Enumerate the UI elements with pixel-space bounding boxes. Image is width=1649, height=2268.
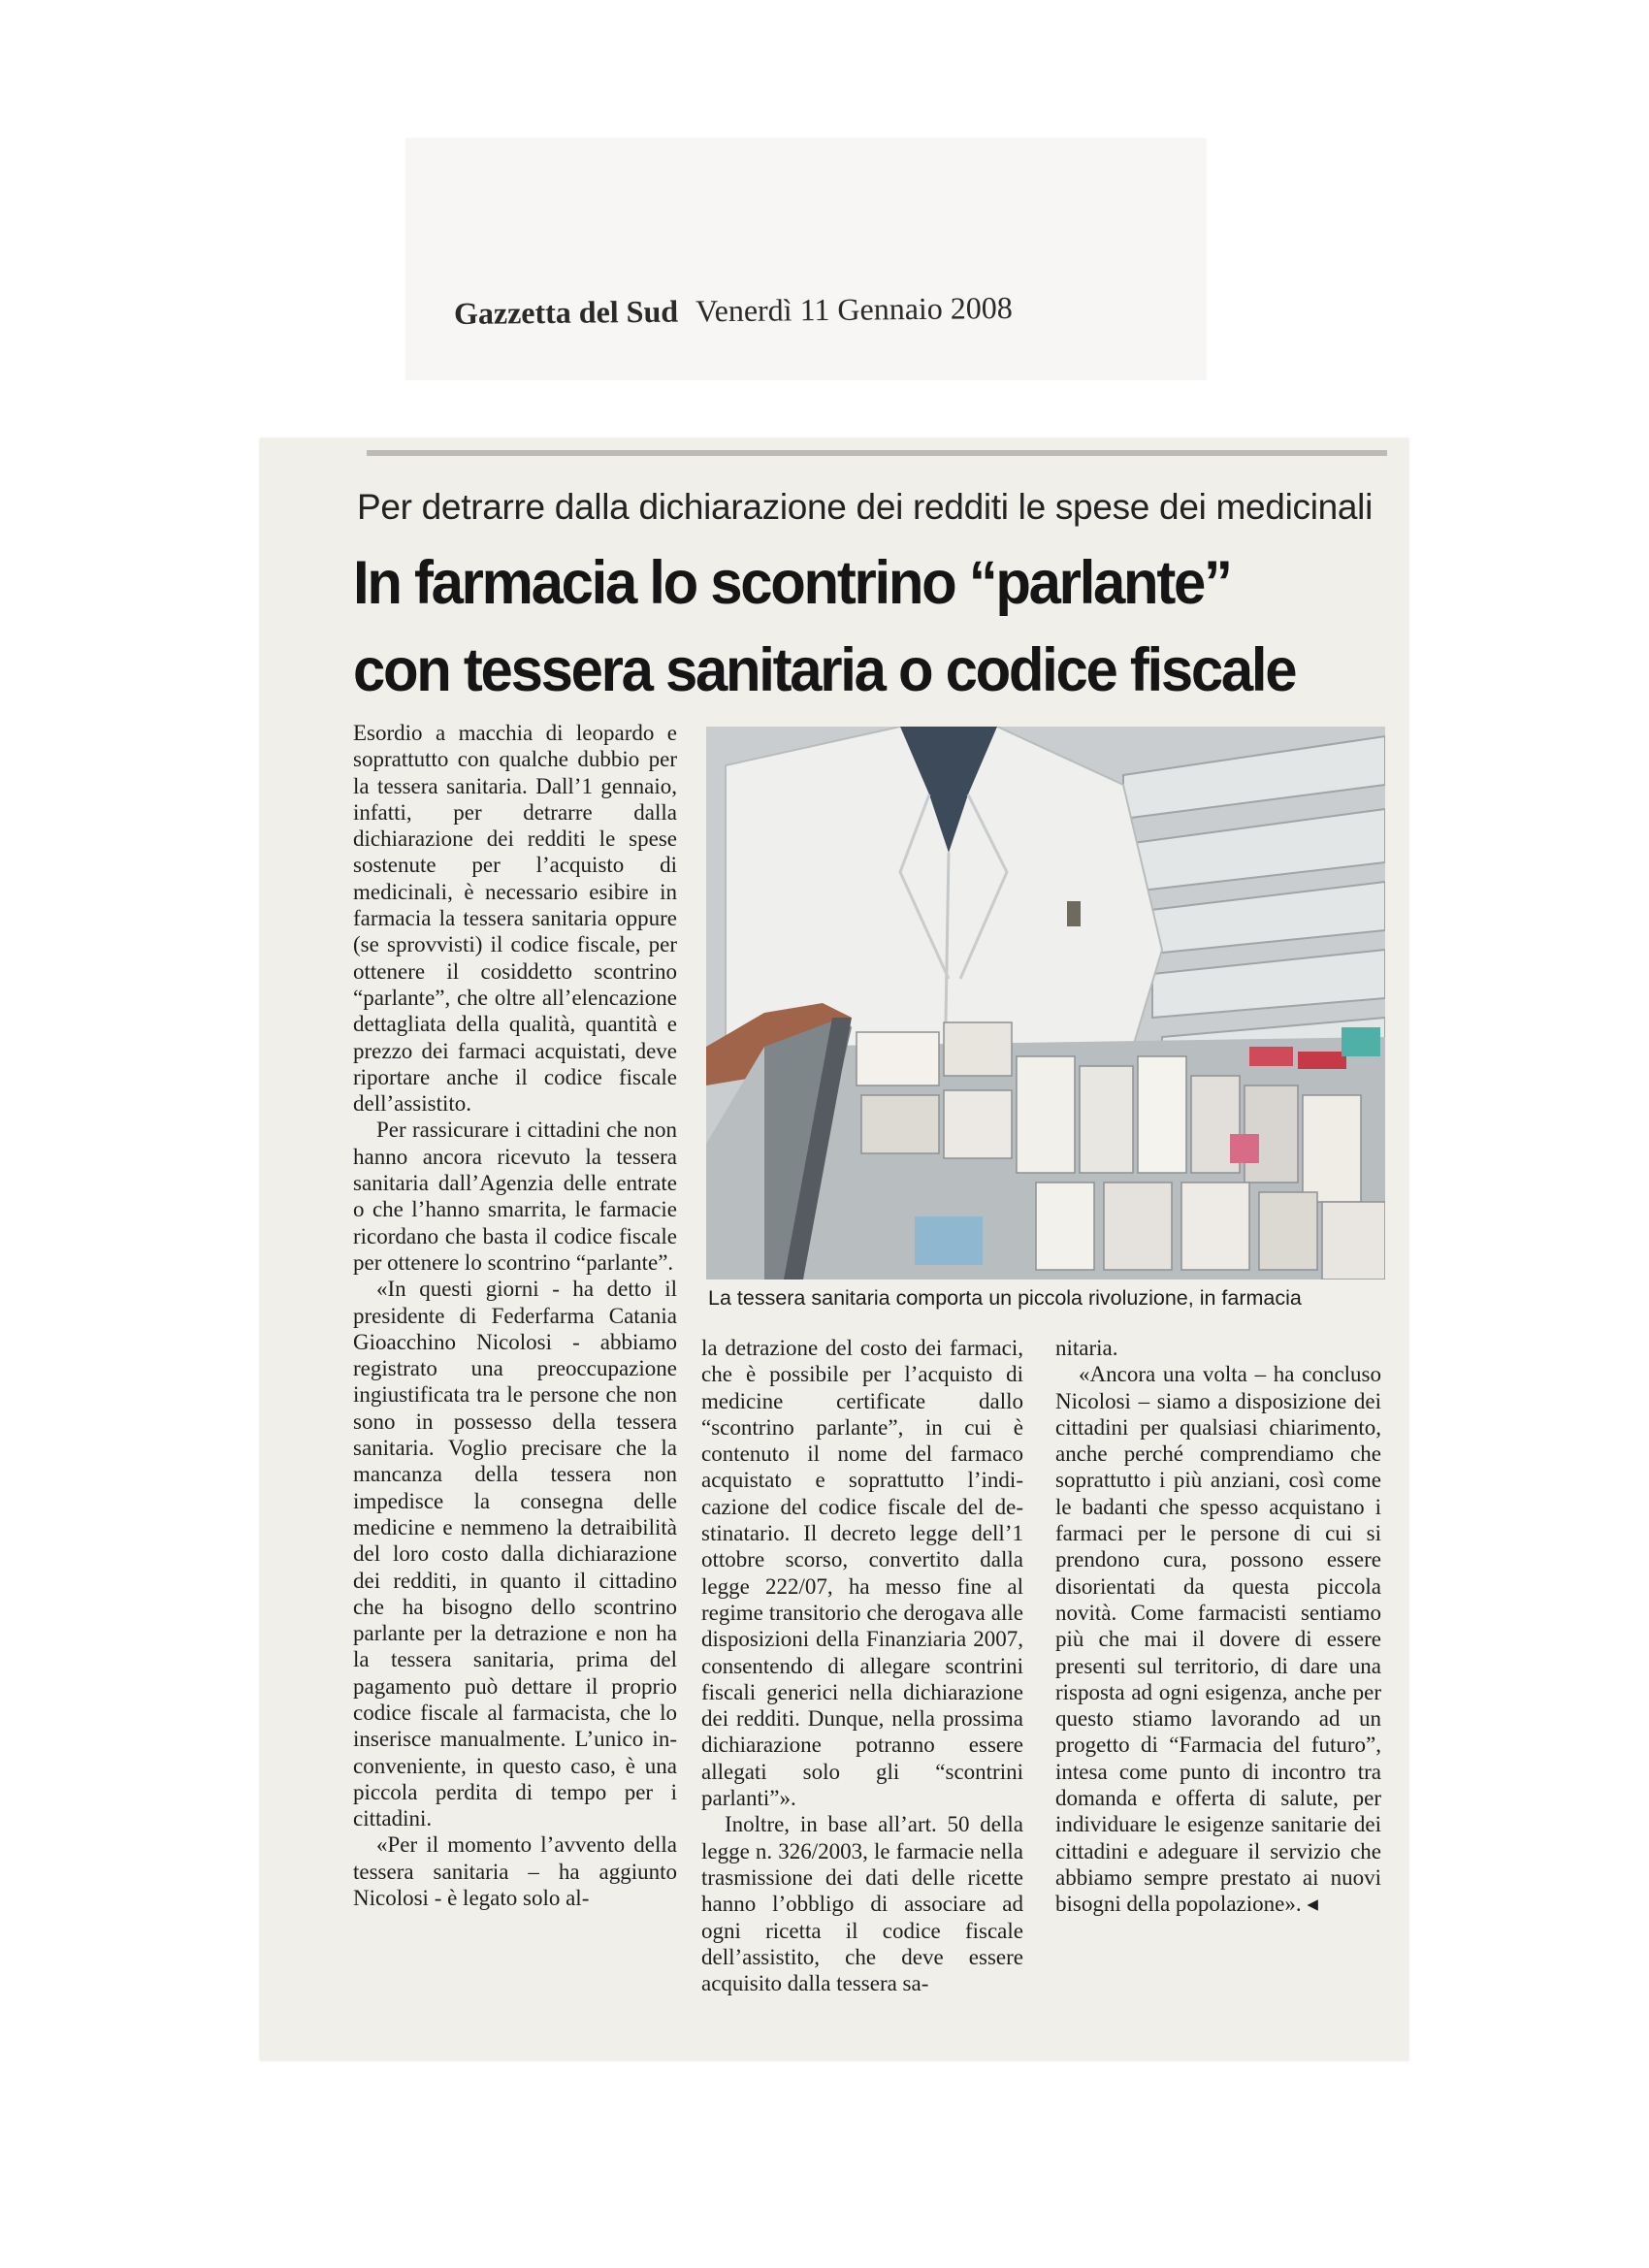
top-rule xyxy=(367,450,1387,456)
article-kicker: Per detrarre dalla dichiarazione dei redditi le spese dei medicinali xyxy=(357,487,1374,527)
article-column-1 xyxy=(353,720,677,1911)
pharmacy-photo xyxy=(706,727,1385,1280)
paragraph: Inoltre, in base all’art. 50 della legge n. 326/2003, le farmacie nella trasmissione dei dati delle ricette hanno l’obbligo di associare ad ogni ricetta il codice fiscale dell’assistito, che deve essere acquisito dalla tessera sa- xyxy=(701,1812,1023,1996)
paragraph: Esordio a macchia di leopardo e soprattutto con qualche dubbio per la tessera sanitaria. Dall’1 gennaio, infatti, per detrarre dalla dichiarazione dei redditi le spese sostenute per l’acquisto di medicinali, è necessario esibire in farmacia la tessera sanitaria oppure (se sprovvisti) il codice fiscale, per ottenere il cosiddetto scontrino “parlante”, che oltre all’elencazione dettagliata della qualità, quantità e prezzo dei farmaci acquistati, deve riportare anche il codice fiscale dell’assistito. xyxy=(353,721,677,1117)
headline-line-1: In farmacia lo scontrino “parlante” xyxy=(353,549,1231,617)
headline-line-2: con tessera sanitaria o codice fiscale xyxy=(353,636,1296,704)
paragraph-text: «Ancora una volta – ha concluso Nicolosi – siamo a disposizione dei cittadini per qualsiasi chiarimento, anche perché comprendiamo che soprattutto i più anziani, così come le badanti che spesso acquistano i farmaci per le persone di cui si prendono cura, possono essere disorientati da questa piccola novità. Come farmacisti sentiamo più che mai il dovere di essere presenti sul territorio, di dare una risposta ad ogni esigenza, anche per questo stiamo lavorando ad un progetto di “Farmacia del futuro”, intesa come punto di incontro tra domanda e offerta di salute, per individuare le esigenze sanitarie dei cittadini e adeguare il servizio che abbiamo sempre prestato ai nuovi bisogni della popolazione». xyxy=(1055,1362,1381,1917)
photo-caption: La tessera sanitaria comporta un piccola rivoluzione, in farmacia xyxy=(708,1286,1302,1310)
article-clipping xyxy=(260,438,1408,2060)
article-column-3 xyxy=(1055,1335,1381,1918)
masthead-clipping xyxy=(405,138,1207,380)
paragraph xyxy=(1055,1361,1381,1917)
newspaper-name: Gazzetta del Sud xyxy=(453,293,679,331)
article-column-2 xyxy=(701,1335,1023,1996)
publication-date: Venerdì 11 Gennaio 2008 xyxy=(695,289,1013,329)
paragraph: Per rassicurare i cittadini che non hanno ancora ricevuto la tessera sanitaria dall’Agenzia delle entrate o che l’hanno smarrita, le farmacie ricordano che basta il codice fiscale per ottenere lo scontrino “parlante”. xyxy=(353,1118,677,1275)
pharmacist-drawer-illustration xyxy=(706,727,1385,1280)
article-headline xyxy=(353,539,1391,714)
paragraph: «In questi giorni - ha detto il presidente di Federfarma Catania Gioacchino Nicolosi - abbiamo registrato una preoccupazione ingiustificata tra le persone che non sono in possesso della tessera sanitaria. Voglio precisare che la mancanza della tessera non impedisce la consegna delle medicine e nemmeno la detraibilità del loro costo dalla dichiarazione dei redditi, in quanto il cittadino che ha bisogno dello scontrino parlante per la detrazione e non ha la tessera sanitaria, prima del pagamento può dettare il proprio codice fiscale al farmacista, che lo inserisce manualmente. L’unico inconveniente, in questo caso, è una piccola perdita di tempo per i cittadini. xyxy=(353,1277,677,1831)
masthead xyxy=(454,290,1013,332)
paragraph: «Per il momento l’avvento della tessera sanitaria – ha aggiunto Nicolosi - è legato solo al- xyxy=(353,1832,677,1911)
paragraph: nitaria. xyxy=(1055,1336,1118,1360)
paragraph: la detrazione del costo dei farmaci, che è possibile per l’acquisto di medicine certificate dallo “scontrino parlante”, in cui è contenuto il nome del farmaco acquistato e soprattutto l’indicazione del codice fiscale del destinatario. Il decreto legge dell’1 ottobre scorso, convertito dalla legge 222/07, ha messo fine al regime transitorio che derogava alle disposizioni della Finanziaria 2007, consentendo di allegare scontrini fiscali generici nella dichiarazione dei redditi. Dunque, nella prossima dichiarazione potranno essere allegati solo gli “scontrini parlanti”». xyxy=(701,1336,1023,1811)
end-mark-icon: ◂ xyxy=(1307,1892,1318,1917)
